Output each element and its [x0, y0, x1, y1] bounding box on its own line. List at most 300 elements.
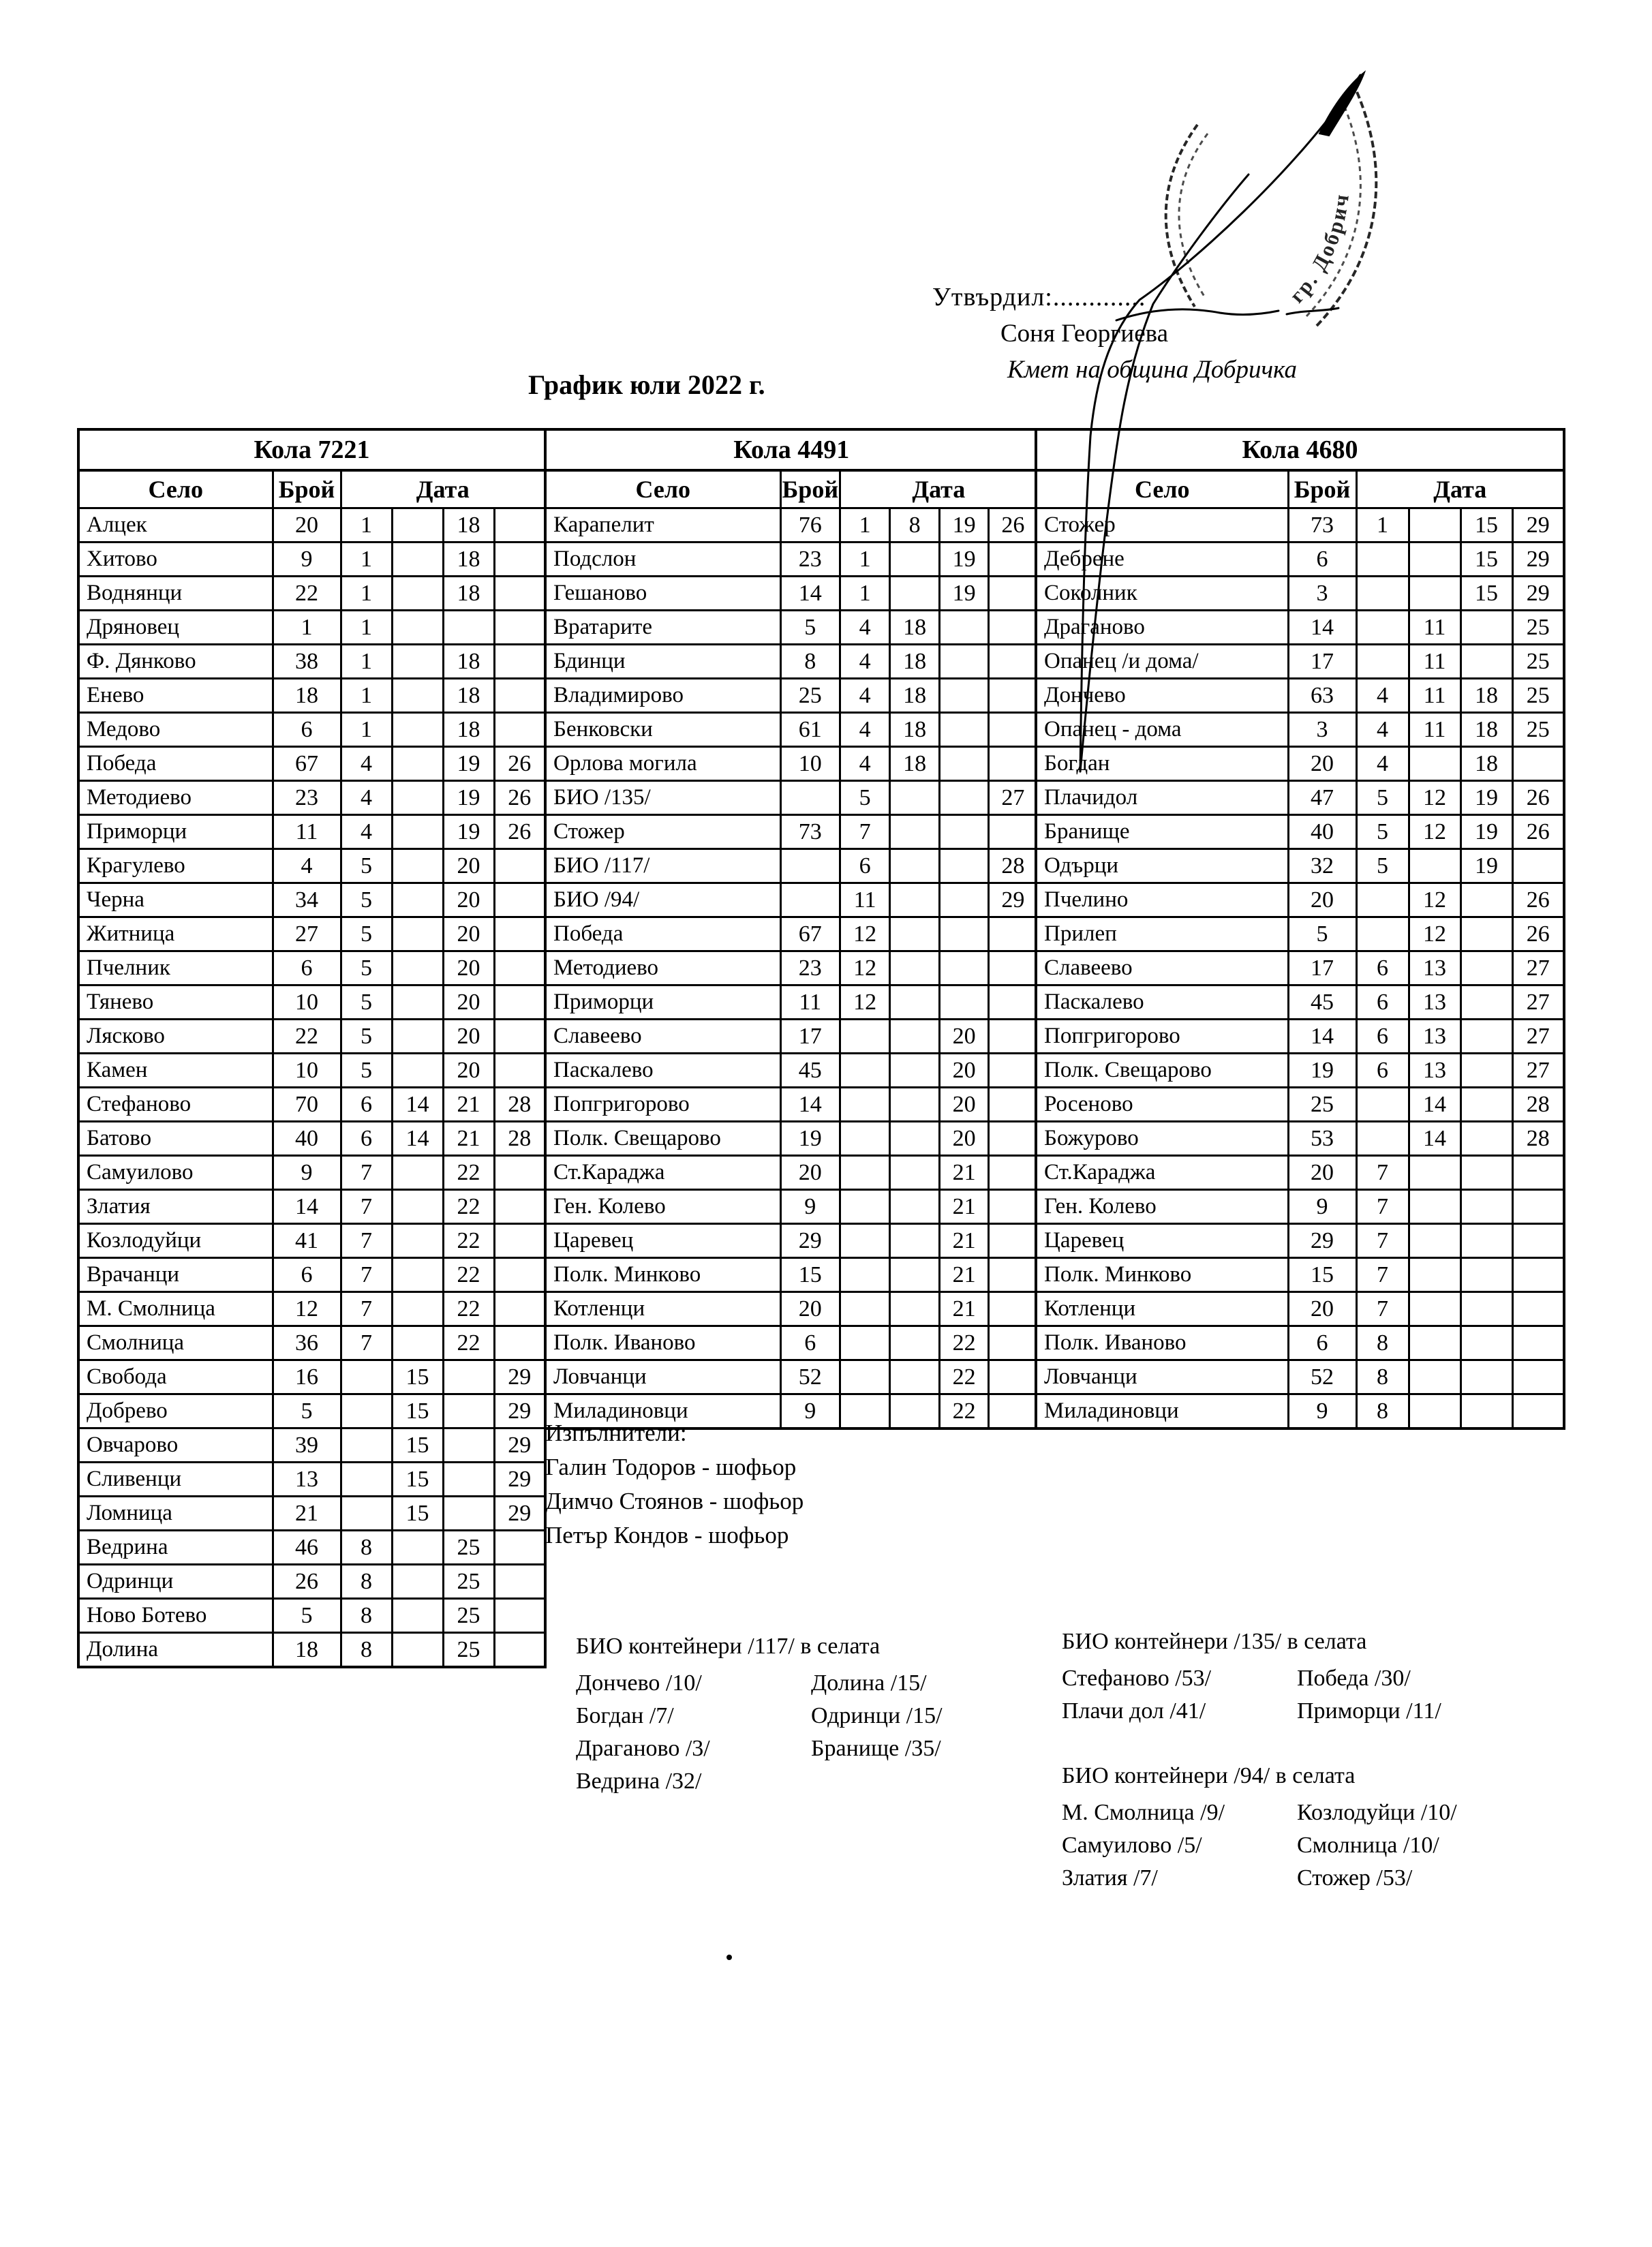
date-cell: 15: [392, 1463, 443, 1497]
table-row: [545, 1122, 1038, 1156]
date-cell: 26: [1512, 815, 1564, 849]
date-cell: 7: [1356, 1258, 1409, 1292]
date-cell: 19: [1460, 781, 1512, 815]
date-cell: 8: [1356, 1394, 1409, 1429]
date-cell: 21: [940, 1156, 989, 1190]
bio-item: Стефаново /53/: [1062, 1666, 1212, 1691]
date-cell: 8: [890, 508, 940, 542]
village-cell: Самуилово: [78, 1156, 273, 1190]
date-cell: 1: [341, 645, 392, 679]
date-cell: [392, 1565, 443, 1599]
date-cell: [989, 747, 1038, 781]
date-cell: 7: [341, 1292, 392, 1326]
date-cell: [494, 1020, 545, 1054]
village-cell: Сливенци: [78, 1463, 273, 1497]
village-cell: Миладиновци: [1036, 1394, 1288, 1429]
bio-item: М. Смолница /9/: [1062, 1800, 1225, 1825]
date-cell: [890, 985, 940, 1020]
date-cell: [1460, 1360, 1512, 1394]
date-cell: [392, 815, 443, 849]
count-cell: 23: [780, 951, 840, 985]
date-cell: 25: [443, 1531, 494, 1565]
village-cell: Долина: [78, 1633, 273, 1668]
date-cell: [989, 645, 1038, 679]
village-cell: Смолница: [78, 1326, 273, 1360]
date-cell: [1460, 1190, 1512, 1224]
bio-item: Златия /7/: [1062, 1865, 1158, 1891]
table-row: [1036, 1360, 1564, 1394]
date-cell: 22: [940, 1360, 989, 1394]
date-cell: [392, 1292, 443, 1326]
executors-list: [545, 1450, 804, 1553]
count-cell: 11: [273, 815, 341, 849]
date-cell: 14: [392, 1122, 443, 1156]
village-cell: Опанец /и дома/: [1036, 645, 1288, 679]
date-cell: 4: [1356, 747, 1409, 781]
date-cell: 20: [443, 917, 494, 951]
date-cell: [1409, 849, 1460, 883]
date-cell: [989, 1088, 1038, 1122]
count-cell: 38: [273, 645, 341, 679]
date-cell: 5: [341, 849, 392, 883]
date-cell: 11: [1409, 645, 1460, 679]
count-cell: 14: [273, 1190, 341, 1224]
date-cell: 1: [341, 577, 392, 611]
date-cell: 5: [341, 1054, 392, 1088]
village-cell: Приморци: [545, 985, 780, 1020]
table-row: [78, 883, 545, 917]
village-cell: Одърци: [1036, 849, 1288, 883]
count-cell: 20: [273, 508, 341, 542]
date-cell: 7: [1356, 1156, 1409, 1190]
date-cell: 22: [443, 1258, 494, 1292]
count-cell: 76: [780, 508, 840, 542]
date-cell: [890, 1326, 940, 1360]
village-cell: Житница: [78, 917, 273, 951]
date-cell: 22: [940, 1394, 989, 1429]
date-cell: 19: [940, 508, 989, 542]
date-cell: 5: [341, 917, 392, 951]
village-cell: Свобода: [78, 1360, 273, 1394]
date-cell: [494, 645, 545, 679]
date-cell: [1460, 1326, 1512, 1360]
date-cell: [494, 1565, 545, 1599]
table-row: [545, 508, 1038, 542]
bio-block-title: БИО контейнери /94/ в селата: [1062, 1763, 1356, 1788]
table-row: [1036, 1088, 1564, 1122]
date-cell: 25: [1512, 679, 1564, 713]
count-cell: 29: [780, 1224, 840, 1258]
count-cell: 20: [1288, 747, 1356, 781]
date-cell: [341, 1394, 392, 1428]
date-cell: [1409, 747, 1460, 781]
date-cell: [494, 1156, 545, 1190]
date-cell: [989, 985, 1038, 1020]
date-cell: [840, 1394, 890, 1429]
date-cell: 1: [341, 679, 392, 713]
date-cell: [494, 1258, 545, 1292]
approver-role: Кмет на община Добричка: [1007, 356, 1298, 384]
bio-item: [811, 1765, 943, 1798]
village-cell: Медово: [78, 713, 273, 747]
executor-item: Петър Кондов - шофьор: [545, 1522, 789, 1548]
table-row: [545, 1156, 1038, 1190]
date-cell: 11: [1409, 713, 1460, 747]
date-cell: 29: [494, 1394, 545, 1428]
date-cell: 4: [341, 781, 392, 815]
date-cell: 18: [890, 645, 940, 679]
bio-block-94: [1062, 1760, 1457, 1895]
date-cell: [443, 1360, 494, 1394]
date-cell: 26: [989, 508, 1038, 542]
village-cell: Паскалево: [1036, 985, 1288, 1020]
date-cell: [1460, 1088, 1512, 1122]
date-cell: 6: [1356, 1054, 1409, 1088]
date-cell: 21: [443, 1122, 494, 1156]
table-row: [545, 1292, 1038, 1326]
count-cell: 20: [780, 1156, 840, 1190]
date-cell: 18: [443, 508, 494, 542]
date-cell: [1409, 1258, 1460, 1292]
bio-block-list: [576, 1667, 943, 1798]
car-table-title: Кола 7221: [78, 429, 545, 470]
bio-block-117: [576, 1630, 943, 1798]
date-cell: [494, 917, 545, 951]
table-row: [1036, 611, 1564, 645]
village-cell: Ведрина: [78, 1531, 273, 1565]
date-cell: 12: [1409, 883, 1460, 917]
table-row: [545, 917, 1038, 951]
date-cell: 15: [392, 1497, 443, 1531]
date-cell: 13: [1409, 985, 1460, 1020]
date-cell: [443, 1394, 494, 1428]
bio-item: Стожер /53/: [1297, 1865, 1413, 1891]
village-cell: Котленци: [1036, 1292, 1288, 1326]
date-cell: [392, 951, 443, 985]
date-cell: [989, 917, 1038, 951]
count-cell: 73: [780, 815, 840, 849]
village-cell: Воднянци: [78, 577, 273, 611]
village-cell: Дряновец: [78, 611, 273, 645]
date-cell: 29: [1512, 577, 1564, 611]
count-cell: 1: [273, 611, 341, 645]
date-cell: [940, 645, 989, 679]
table-row: [78, 1497, 545, 1531]
date-cell: 6: [341, 1088, 392, 1122]
village-cell: Приморци: [78, 815, 273, 849]
table-row: [1036, 815, 1564, 849]
count-cell: 5: [780, 611, 840, 645]
date-cell: 26: [1512, 781, 1564, 815]
date-cell: 14: [1409, 1122, 1460, 1156]
pen-checkmark-stroke: [1319, 72, 1364, 136]
count-cell: 10: [273, 1054, 341, 1088]
village-cell: Черна: [78, 883, 273, 917]
count-cell: 9: [273, 542, 341, 577]
date-cell: 8: [1356, 1326, 1409, 1360]
count-cell: 73: [1288, 508, 1356, 542]
date-cell: 26: [1512, 917, 1564, 951]
date-cell: [890, 1394, 940, 1429]
date-cell: [890, 951, 940, 985]
date-cell: 15: [1460, 542, 1512, 577]
date-cell: [392, 1599, 443, 1633]
date-cell: 7: [1356, 1292, 1409, 1326]
date-cell: [1460, 1258, 1512, 1292]
table-row: [1036, 542, 1564, 577]
date-cell: 7: [341, 1156, 392, 1190]
count-cell: 29: [1288, 1224, 1356, 1258]
village-cell: М. Смолница: [78, 1292, 273, 1326]
date-cell: [494, 849, 545, 883]
date-cell: 19: [443, 747, 494, 781]
village-cell: Ново Ботево: [78, 1599, 273, 1633]
date-cell: [392, 1326, 443, 1360]
date-cell: [494, 1531, 545, 1565]
village-cell: Орлова могила: [545, 747, 780, 781]
date-cell: [1409, 1292, 1460, 1326]
count-cell: 10: [780, 747, 840, 781]
table-row: [78, 1054, 545, 1088]
village-cell: Плачидол: [1036, 781, 1288, 815]
count-cell: 27: [273, 917, 341, 951]
table-row: [78, 611, 545, 645]
date-cell: [989, 611, 1038, 645]
count-cell: 9: [780, 1394, 840, 1429]
bio-item: Приморци /11/: [1297, 1698, 1441, 1724]
date-cell: [840, 1054, 890, 1088]
car-table-4680: [1035, 428, 1565, 1430]
table-row: [78, 679, 545, 713]
date-cell: [1512, 1190, 1564, 1224]
count-column-header: Брой: [1288, 470, 1356, 508]
village-cell: Владимирово: [545, 679, 780, 713]
date-cell: [890, 1156, 940, 1190]
village-cell: Златия: [78, 1190, 273, 1224]
date-cell: 20: [443, 951, 494, 985]
table-row: [78, 1599, 545, 1633]
table-row: [1036, 1326, 1564, 1360]
count-cell: 52: [780, 1360, 840, 1394]
date-cell: [890, 1190, 940, 1224]
table-row: [1036, 1258, 1564, 1292]
count-cell: 8: [780, 645, 840, 679]
date-cell: 12: [1409, 815, 1460, 849]
executors-heading: Изпълнители:: [545, 1420, 687, 1446]
table-row: [1036, 577, 1564, 611]
count-cell: 6: [273, 1258, 341, 1292]
count-cell: 10: [273, 985, 341, 1020]
date-cell: 18: [1460, 713, 1512, 747]
date-cell: 14: [1409, 1088, 1460, 1122]
village-cell: Полк. Свещарово: [1036, 1054, 1288, 1088]
date-cell: [392, 1020, 443, 1054]
bio-item: Смолница /10/: [1297, 1833, 1439, 1858]
date-cell: 27: [1512, 985, 1564, 1020]
count-cell: 6: [780, 1326, 840, 1360]
date-cell: 4: [341, 747, 392, 781]
table-row: [545, 781, 1038, 815]
date-cell: 4: [1356, 713, 1409, 747]
date-cell: 21: [940, 1224, 989, 1258]
village-cell: Одринци: [78, 1565, 273, 1599]
village-cell: БИО /94/: [545, 883, 780, 917]
date-cell: 20: [443, 883, 494, 917]
date-cell: [1356, 1088, 1409, 1122]
village-cell: Крагулево: [78, 849, 273, 883]
date-cell: 1: [341, 508, 392, 542]
table-row: [78, 1292, 545, 1326]
date-cell: 5: [341, 883, 392, 917]
table-row: [545, 951, 1038, 985]
date-cell: [890, 1224, 940, 1258]
count-cell: 17: [780, 1020, 840, 1054]
date-cell: [392, 713, 443, 747]
count-cell: 20: [1288, 1292, 1356, 1326]
count-cell: 9: [780, 1190, 840, 1224]
date-cell: [840, 1224, 890, 1258]
date-cell: 25: [443, 1599, 494, 1633]
village-cell: Карапелит: [545, 508, 780, 542]
date-cell: 21: [940, 1258, 989, 1292]
village-cell: Богдан: [1036, 747, 1288, 781]
bio-block-list: [1062, 1797, 1457, 1895]
date-cell: [1356, 645, 1409, 679]
village-cell: Славеево: [545, 1020, 780, 1054]
date-cell: 12: [1409, 917, 1460, 951]
date-cell: [494, 679, 545, 713]
table-row: [545, 849, 1038, 883]
count-cell: 36: [273, 1326, 341, 1360]
date-cell: [890, 1122, 940, 1156]
date-cell: 12: [840, 917, 890, 951]
count-cell: 3: [1288, 577, 1356, 611]
count-cell: 18: [273, 679, 341, 713]
table-row: [1036, 781, 1564, 815]
date-cell: 5: [341, 951, 392, 985]
village-cell: Стожер: [1036, 508, 1288, 542]
village-cell: Миладиновци: [545, 1394, 780, 1429]
date-cell: [1512, 1292, 1564, 1326]
date-cell: 5: [341, 985, 392, 1020]
table-row: [78, 1326, 545, 1360]
count-cell: 41: [273, 1224, 341, 1258]
date-cell: [494, 611, 545, 645]
date-cell: [1512, 1394, 1564, 1429]
village-cell: Методиево: [545, 951, 780, 985]
date-cell: 8: [341, 1565, 392, 1599]
date-cell: 27: [1512, 951, 1564, 985]
date-cell: 15: [392, 1360, 443, 1394]
count-column-header: Брой: [273, 470, 341, 508]
date-cell: 7: [840, 815, 890, 849]
count-cell: [780, 781, 840, 815]
scan-artifact-dot: [726, 1955, 732, 1960]
date-cell: [392, 1156, 443, 1190]
date-cell: 4: [1356, 679, 1409, 713]
date-cell: [840, 1326, 890, 1360]
table-row: [1036, 985, 1564, 1020]
date-cell: 28: [494, 1122, 545, 1156]
bio-item: Победа /30/: [1297, 1666, 1411, 1691]
date-column-header: Дата: [1356, 470, 1564, 508]
count-cell: 32: [1288, 849, 1356, 883]
date-cell: [443, 1463, 494, 1497]
date-cell: [840, 1122, 890, 1156]
table-row: [78, 747, 545, 781]
date-cell: [392, 1531, 443, 1565]
village-cell: Соколник: [1036, 577, 1288, 611]
date-cell: 15: [392, 1394, 443, 1428]
date-cell: [1460, 1156, 1512, 1190]
table-row: [1036, 1224, 1564, 1258]
table-row: [1036, 1190, 1564, 1224]
date-cell: [940, 679, 989, 713]
date-cell: [940, 951, 989, 985]
bio-item: Козлодуйци /10/: [1297, 1800, 1457, 1825]
date-cell: [989, 1326, 1038, 1360]
date-cell: 20: [940, 1054, 989, 1088]
count-cell: 26: [273, 1565, 341, 1599]
village-cell: Ловчанци: [545, 1360, 780, 1394]
date-cell: 7: [341, 1224, 392, 1258]
date-cell: [890, 883, 940, 917]
date-cell: [989, 951, 1038, 985]
date-cell: 4: [840, 645, 890, 679]
count-cell: 14: [1288, 611, 1356, 645]
count-cell: 19: [1288, 1054, 1356, 1088]
date-cell: 1: [341, 611, 392, 645]
date-cell: [940, 781, 989, 815]
stamp-arc-left-inner: [1179, 134, 1208, 299]
village-cell: Победа: [545, 917, 780, 951]
date-cell: [392, 849, 443, 883]
date-cell: [1460, 611, 1512, 645]
count-cell: 20: [780, 1292, 840, 1326]
count-cell: 25: [1288, 1088, 1356, 1122]
date-cell: [443, 611, 494, 645]
date-cell: [1409, 1224, 1460, 1258]
date-cell: 4: [341, 815, 392, 849]
village-cell: Ловчанци: [1036, 1360, 1288, 1394]
date-cell: 1: [840, 577, 890, 611]
village-cell: Овчарово: [78, 1428, 273, 1463]
date-cell: [494, 883, 545, 917]
date-cell: [989, 1122, 1038, 1156]
date-cell: 6: [1356, 951, 1409, 985]
date-cell: 18: [890, 747, 940, 781]
date-cell: [341, 1428, 392, 1463]
date-cell: [989, 1224, 1038, 1258]
table-row: [1036, 1122, 1564, 1156]
count-cell: 40: [1288, 815, 1356, 849]
village-cell: Ген. Колево: [1036, 1190, 1288, 1224]
date-cell: 11: [1409, 611, 1460, 645]
count-cell: 17: [1288, 645, 1356, 679]
count-cell: [780, 849, 840, 883]
table-row: [78, 542, 545, 577]
date-cell: 15: [392, 1428, 443, 1463]
count-cell: 39: [273, 1428, 341, 1463]
date-cell: [1409, 1326, 1460, 1360]
count-cell: 6: [273, 951, 341, 985]
date-cell: [392, 781, 443, 815]
date-cell: [494, 542, 545, 577]
date-cell: 18: [1460, 679, 1512, 713]
date-cell: [890, 1292, 940, 1326]
date-cell: 7: [1356, 1190, 1409, 1224]
table-row: [78, 1258, 545, 1292]
